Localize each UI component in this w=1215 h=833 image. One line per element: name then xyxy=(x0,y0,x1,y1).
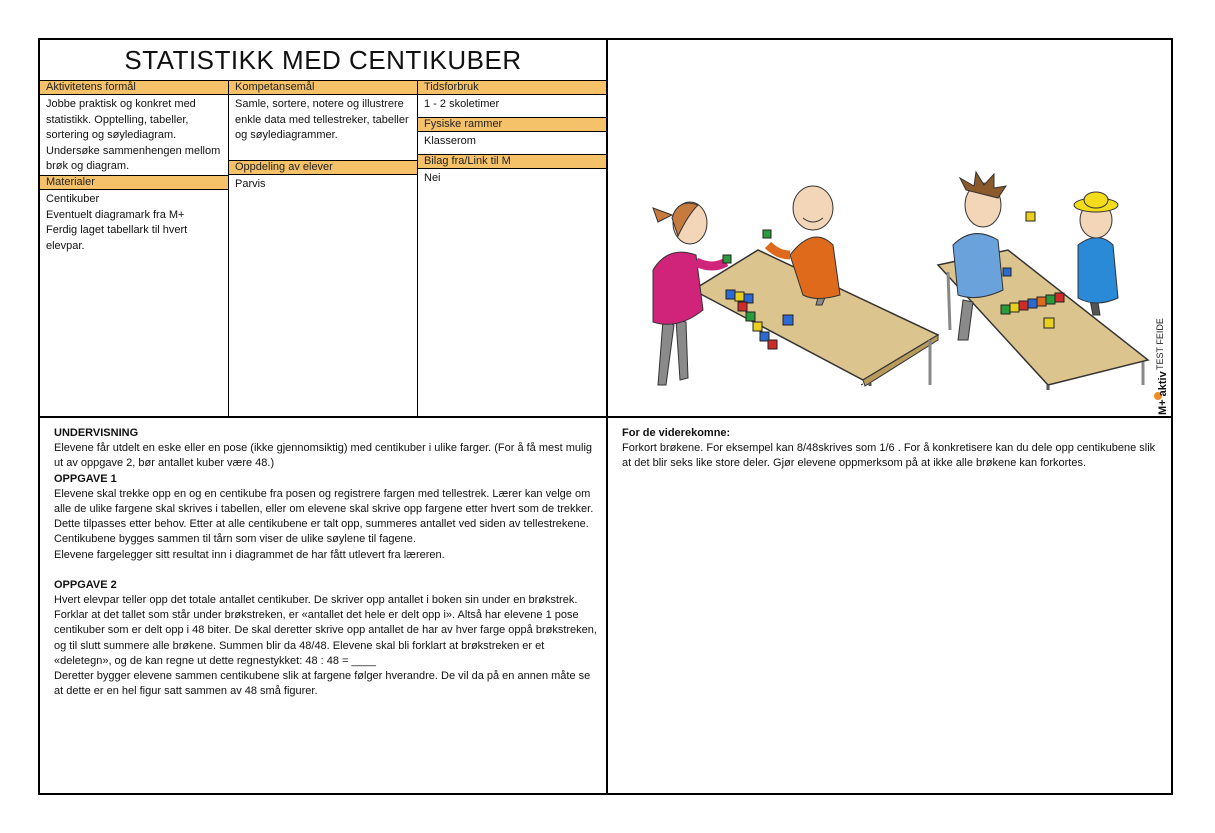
undervisning-heading: UNDERVISNING xyxy=(54,427,139,439)
column-tid-rammer xyxy=(418,80,606,416)
materialer-item: Ferdig laget tabellark til hvert elevpar. xyxy=(46,224,188,252)
oppgave1-paragraph: Centikubene bygges sammen til tårn som viser de ulike søylene til fagene. xyxy=(54,533,416,546)
oppgave1-heading: OPPGAVE 1 xyxy=(54,472,117,485)
oppgave1-paragraph: Elevene fargelegger sitt resultat inn i diagrammet de har fått utlevert fra læreren. xyxy=(54,548,445,561)
materialer-header: Materialer xyxy=(40,175,228,190)
mplus-logo xyxy=(1154,370,1169,415)
logo-text: M+ aktiv xyxy=(1157,371,1169,415)
materialer-item: Eventuelt diagramark fra M+ xyxy=(46,208,185,221)
horizontal-divider xyxy=(38,416,1173,418)
viderekomne-section xyxy=(622,426,1167,472)
page-title: STATISTIKK MED CENTIKUBER xyxy=(124,45,522,75)
kompetansemal-text: Samle, sortere, notere og illustrere enkle data med tellestreker, tabeller og søylediagrammer. xyxy=(235,98,409,141)
viderekomne-text: Forkort brøkene. For eksempel kan 8/48skrives som 1/6 . For å konkretisere kan du dele opp centikubene slik at det blir seks like store deler. Gjør elevene oppmerksom på at ikke alle brøkene kan forkortes. xyxy=(622,442,1156,470)
column-kompetanse xyxy=(229,80,418,416)
oppgave2-paragraph: Deretter bygger elevene sammen centikubene slik at fargene følger hverandre. De vil da på en annen måte se at dette er en hel figur satt sammen av 48 små figurer. xyxy=(54,670,591,698)
watermark-text: TEST FEIDE xyxy=(1155,318,1165,370)
oppdeling-text: Parvis xyxy=(235,178,266,190)
tidsforbruk-text: 1 - 2 skoletimer xyxy=(424,98,500,110)
fysiske-rammer-header: Fysiske rammer xyxy=(418,117,606,132)
materialer-item: Centikuber xyxy=(46,193,100,205)
oppgave1-paragraph: Elevene skal trekke opp en og en centikube fra posen og registrere fargen med tellestrek. Lærer kan velge om alle de ulike fargene skal skrives i tabellen, eller om elevene skal skrive opp fargene etter hvert som de trekker. Dette tilpasses etter behov. Etter at alle centikubene er talt opp, summeres antallet ved siden av tellestrekene. xyxy=(54,487,594,531)
bilag-text: Nei xyxy=(424,172,441,184)
tidsforbruk-header: Tidsforbruk xyxy=(418,80,606,95)
fysiske-rammer-text: Klasserom xyxy=(424,135,476,147)
undervisning-intro: Elevene får utdelt en eske eller en pose (ikke gjennomsiktig) med centikuber i ulike farger. (For å få mest mulig ut av oppgave 2, bør antallet kuber være 48.) xyxy=(54,442,593,470)
children-with-cubes-illustration xyxy=(608,40,1171,416)
oppgave2-heading: OPPGAVE 2 xyxy=(54,578,117,591)
materialer-list xyxy=(40,190,228,256)
illustration-area xyxy=(608,40,1171,416)
aktivitetens-formal-text: Jobbe praktisk og konkret med statistikk. Opptelling, tabeller, sortering og søylediagram. Undersøke sammenhengen mellom brøk og diagram. xyxy=(46,98,221,172)
undervisning-section xyxy=(54,426,599,699)
column-formal-materialer xyxy=(40,80,229,416)
oppdeling-header: Oppdeling av elever xyxy=(229,160,417,175)
boy-figure-yellow-hat xyxy=(1074,192,1118,315)
aktivitetens-formal-header: Aktivitetens formål xyxy=(40,80,228,95)
kompetansemal-header: Kompetansemål xyxy=(229,80,417,95)
oppgave2-paragraph: Hvert elevpar teller opp det totale antallet centikuber. De skriver opp antallet i boken sin under en brøkstrek. Forklar at det tallet som står under brøkstreken, er «antallet det hele er delt opp i». Altså har elevene 1 pose centikuber som er delt opp i 48 biter. De skal deretter skrive opp antallet de har av hver farge oppå brøkstreken, og til slutt summere alle brøkene. Summen blir da 48/48. Elevene skal bli forklart at brøkstreken er et «deletegn», og de kan regne ut dette regnestykket: 48 : 48 = ____ xyxy=(54,594,597,667)
viderekomne-heading: For de viderekomne: xyxy=(622,427,731,439)
bilag-header: Bilag fra/Link til M xyxy=(418,154,606,169)
